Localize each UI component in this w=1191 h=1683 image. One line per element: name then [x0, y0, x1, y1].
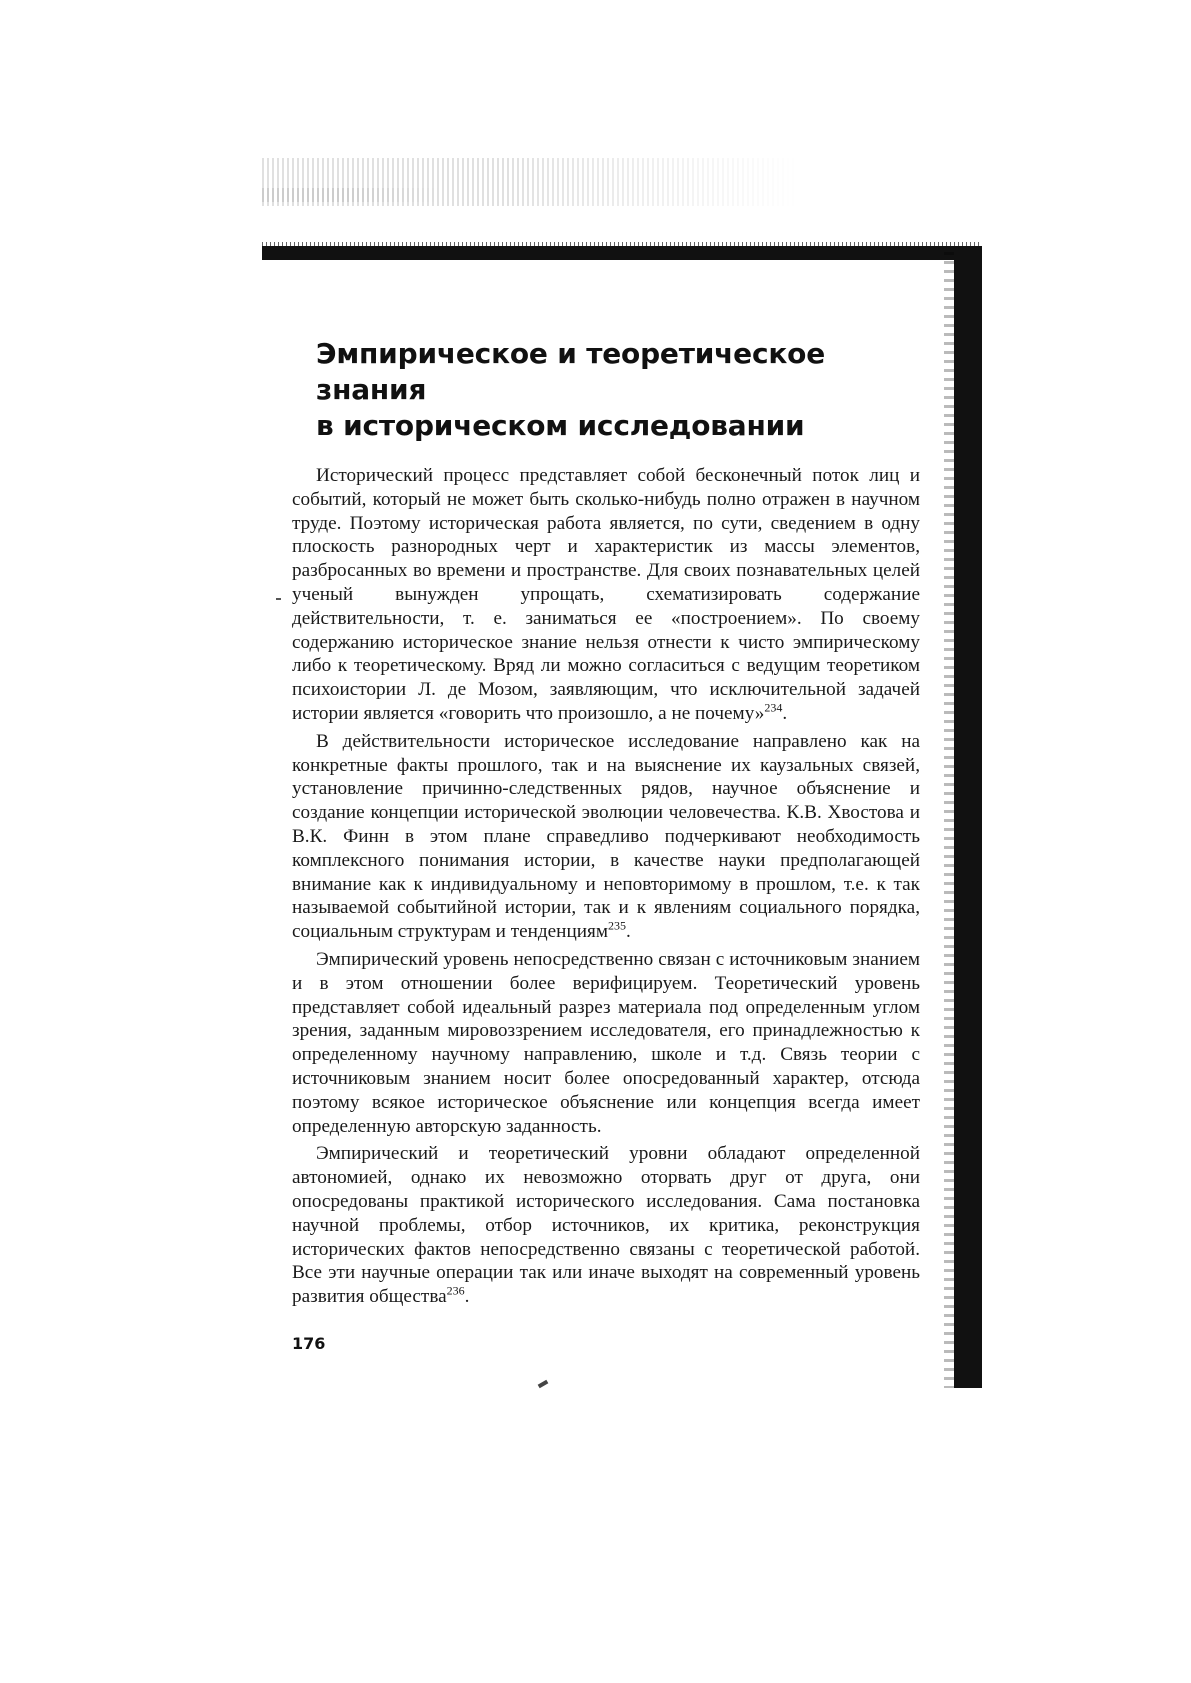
section-heading-line-1: Эмпирическое и теоретическое знания	[316, 337, 825, 406]
paragraph-tail: .	[625, 921, 631, 943]
paragraph-tail: .	[782, 702, 788, 724]
page-top-border-scan	[262, 246, 982, 260]
body-paragraph-3	[292, 948, 920, 1138]
paragraph-tail: .	[464, 1286, 470, 1308]
section-heading-line-2: в историческом исследовании	[316, 409, 805, 442]
scan-stray-mark	[538, 1380, 549, 1388]
page-right-edge-scan	[954, 252, 982, 1388]
paragraph-text: Эмпирический уровень непосредственно связан с источниковым знанием и в этом отношении более верифицируем. Теоретический уровень представляет собой идеальный разрез материала под определенным углом зрения, заданным мировоззрением исследователя, его принадлежностью к определенному научному направлению, школе и т.д. Связь теории с источниковым знанием носит более опосредованный характер, отсюда поэтому всякое историческое объяснение или концепция всегда имеет определенную авторскую заданность.	[292, 948, 920, 1137]
section-heading	[316, 336, 920, 444]
paragraph-text: Исторический процесс представляет собой бесконечный поток лиц и событий, который не может быть сколько-нибудь полно отражен в научном труде. Поэтому историческая работа является, по сути, сведением в одну плоскость разнородных черт и характеристик из массы элементов, разбросанных во времени и пространстве. Для своих познавательных целей ученый вынужден упрощать, схематизировать содержание действительности, т. е. заниматься ее «построением». По своему содержанию историческое знание нельзя отнести к чисто эмпирическому либо к теоретическому. Вряд ли можно согласиться с ведущим теоретиком психоистории Л. де Мозом, заявляющим, что исключительной задачей истории является «говорить что произошло, а не почему»	[292, 465, 920, 724]
page-body	[292, 336, 920, 1313]
footnote-ref-236: 236	[446, 1283, 465, 1298]
page-number: 176	[292, 1334, 326, 1353]
body-paragraph-4	[292, 1142, 920, 1309]
body-paragraph-1	[292, 464, 920, 726]
body-paragraph-2	[292, 730, 920, 944]
paragraph-text: Эмпирический и теоретический уровни обладают определенной автономией, однако их невозможно оторвать друг от друга, они опосредованы практикой исторического исследования. Сама постановка научной проблемы, отбор источников, их критика, реконструкция исторических фактов непосредственно связаны с теоретической работой. Все эти научные операции так или иначе выходят на современный уровень развития общества	[292, 1143, 920, 1308]
paragraph-text: В действительности историческое исследование направлено как на конкретные факты прошлого, так и на выяснение их каузальных связей, установление причинно-следственных рядов, научное объяснение и создание концепции исторической эволюции человечества. К.В. Хвостова и В.К. Финн в этом плане справедливо подчеркивают необходимость комплексного понимания истории, в качестве науки предполагающей внимание как к индивидуальному и неповторимому в прошлом, т.е. к так называемой событийной истории, так и к явлениям социального порядка, социальным структурам и тенденциям	[292, 730, 920, 943]
scan-dust-mark	[276, 598, 281, 600]
scan-artifact-top-secondary	[262, 188, 442, 202]
footnote-ref-234: 234	[764, 700, 783, 715]
footnote-ref-235: 235	[607, 918, 626, 933]
